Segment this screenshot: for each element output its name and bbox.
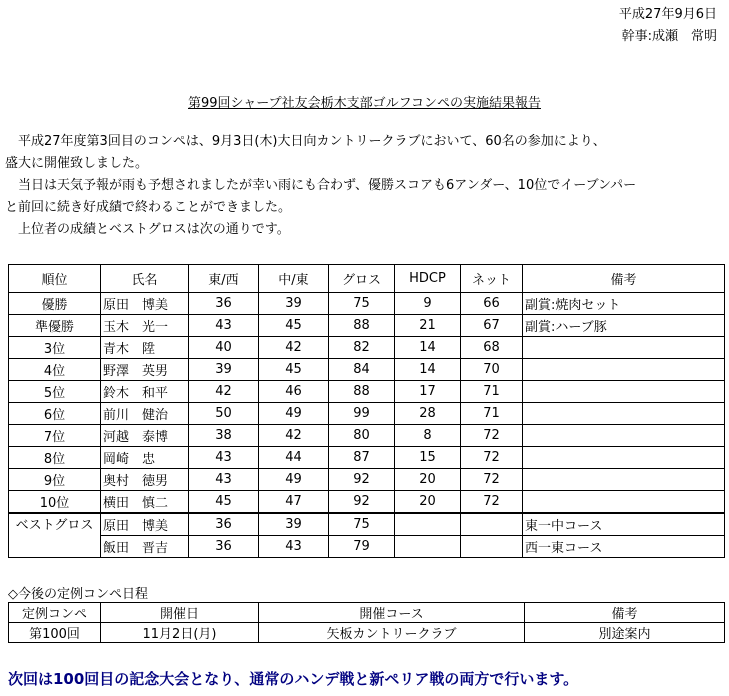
gross-cell: 79	[329, 536, 395, 558]
note-cell	[523, 403, 725, 425]
net-cell: 67	[461, 315, 523, 337]
name-cell: 原田 博美	[101, 293, 189, 315]
intro-line: 平成27年度第3回目のコンペは、9月3日(木)大日向カントリークラブにおいて、60名の参加により、	[5, 134, 606, 149]
table-row	[9, 403, 725, 425]
date-cell: 11月2日(月)	[101, 623, 259, 643]
out-cell: 36	[189, 293, 259, 315]
gross-cell: 82	[329, 337, 395, 359]
net-cell: 72	[461, 425, 523, 447]
net-cell: 68	[461, 337, 523, 359]
in-cell: 42	[259, 337, 329, 359]
best-gross-row	[9, 536, 725, 558]
in-cell: 45	[259, 315, 329, 337]
intro-text	[5, 131, 725, 241]
col-in: 中/東	[259, 265, 329, 293]
name-cell: 河越 泰博	[101, 425, 189, 447]
in-cell: 47	[259, 491, 329, 514]
rank-cell: 10位	[9, 491, 101, 514]
out-cell: 43	[189, 447, 259, 469]
out-cell: 38	[189, 425, 259, 447]
gross-cell: 88	[329, 315, 395, 337]
note-cell	[523, 359, 725, 381]
out-cell: 40	[189, 337, 259, 359]
note-cell: 東一中コース	[523, 513, 725, 536]
name-cell: 鈴木 和平	[101, 381, 189, 403]
out-cell: 39	[189, 359, 259, 381]
net-cell: 72	[461, 491, 523, 514]
in-cell: 49	[259, 469, 329, 491]
table-row	[9, 337, 725, 359]
note-cell: 西一東コース	[523, 536, 725, 558]
name-cell: 横田 慎二	[101, 491, 189, 514]
net-cell: 70	[461, 359, 523, 381]
note-cell	[523, 381, 725, 403]
rank-cell: 8位	[9, 447, 101, 469]
hdcp-cell: 28	[395, 403, 461, 425]
table-row	[9, 491, 725, 514]
next-event-notice: 次回は100回目の記念大会となり、通常のハンデ戦と新ペリア戦の両方で行います。	[8, 670, 579, 688]
out-cell: 50	[189, 403, 259, 425]
col-net: ネット	[461, 265, 523, 293]
table-row	[9, 359, 725, 381]
table-row	[9, 293, 725, 315]
best-gross-row	[9, 513, 725, 536]
rank-cell: 優勝	[9, 293, 101, 315]
col-course: 開催コース	[259, 603, 525, 623]
gross-cell: 75	[329, 293, 395, 315]
col-out: 東/西	[189, 265, 259, 293]
hdcp-cell	[395, 536, 461, 558]
note-cell	[523, 491, 725, 514]
note-cell	[523, 337, 725, 359]
name-cell: 岡崎 忠	[101, 447, 189, 469]
out-cell: 36	[189, 513, 259, 536]
intro-line: 盛大に開催致しました。	[5, 156, 149, 171]
hdcp-cell: 21	[395, 315, 461, 337]
col-note: 備考	[523, 265, 725, 293]
gross-cell: 92	[329, 491, 395, 514]
gross-cell: 75	[329, 513, 395, 536]
in-cell: 46	[259, 381, 329, 403]
in-cell: 39	[259, 293, 329, 315]
net-cell	[461, 536, 523, 558]
intro-line: 上位者の成績とベストグロスは次の通りです。	[5, 222, 290, 237]
intro-line: と前回に続き好成績で終わることができました。	[5, 200, 292, 215]
rank-cell: 4位	[9, 359, 101, 381]
hdcp-cell: 9	[395, 293, 461, 315]
in-cell: 44	[259, 447, 329, 469]
intro-line: 当日は天気予報が雨も予想されましたが幸い雨にも合わず、優勝スコアも6アンダー、10位でイーブンパー	[5, 178, 637, 193]
note-cell	[523, 447, 725, 469]
out-cell: 36	[189, 536, 259, 558]
rank-cell: 7位	[9, 425, 101, 447]
col-event: 定例コンペ	[9, 603, 101, 623]
course-cell: 矢板カントリークラブ	[259, 623, 525, 643]
out-cell: 42	[189, 381, 259, 403]
in-cell: 49	[259, 403, 329, 425]
table-row	[9, 381, 725, 403]
out-cell: 43	[189, 315, 259, 337]
report-date: 平成27年9月6日	[618, 7, 717, 22]
in-cell: 45	[259, 359, 329, 381]
rank-cell: 6位	[9, 403, 101, 425]
gross-cell: 80	[329, 425, 395, 447]
results-header-row	[9, 265, 725, 293]
hdcp-cell: 20	[395, 491, 461, 514]
net-cell: 71	[461, 403, 523, 425]
rank-cell: 3位	[9, 337, 101, 359]
note-cell: 副賞:焼肉セット	[523, 293, 725, 315]
results-table	[8, 264, 725, 558]
out-cell: 43	[189, 469, 259, 491]
col-rank: 順位	[9, 265, 101, 293]
remarks-cell: 別途案内	[525, 623, 725, 643]
table-row	[9, 425, 725, 447]
in-cell: 39	[259, 513, 329, 536]
hdcp-cell	[395, 513, 461, 536]
net-cell	[461, 513, 523, 536]
report-title: 第99回シャープ社友会栃木支部ゴルフコンペの実施結果報告	[188, 96, 541, 111]
schedule-heading: ◇今後の定例コンペ日程	[8, 587, 148, 602]
schedule-row	[9, 623, 725, 643]
net-cell: 72	[461, 469, 523, 491]
hdcp-cell: 17	[395, 381, 461, 403]
name-cell: 青木 陞	[101, 337, 189, 359]
net-cell: 71	[461, 381, 523, 403]
table-row	[9, 315, 725, 337]
col-date: 開催日	[101, 603, 259, 623]
table-row	[9, 469, 725, 491]
table-row	[9, 447, 725, 469]
gross-cell: 87	[329, 447, 395, 469]
col-remarks: 備考	[525, 603, 725, 623]
in-cell: 43	[259, 536, 329, 558]
col-name: 氏名	[101, 265, 189, 293]
hdcp-cell: 8	[395, 425, 461, 447]
name-cell: 飯田 晋吉	[101, 536, 189, 558]
note-cell	[523, 425, 725, 447]
in-cell: 42	[259, 425, 329, 447]
hdcp-cell: 15	[395, 447, 461, 469]
schedule-table	[8, 602, 725, 643]
gross-cell: 99	[329, 403, 395, 425]
note-cell: 副賞:ハーブ豚	[523, 315, 725, 337]
name-cell: 前川 健治	[101, 403, 189, 425]
rank-cell: 5位	[9, 381, 101, 403]
col-gross: グロス	[329, 265, 395, 293]
gross-cell: 92	[329, 469, 395, 491]
best-gross-label: ベストグロス	[9, 513, 101, 558]
name-cell: 玉木 光一	[101, 315, 189, 337]
hdcp-cell: 14	[395, 359, 461, 381]
hdcp-cell: 20	[395, 469, 461, 491]
rank-cell: 9位	[9, 469, 101, 491]
rank-cell: 準優勝	[9, 315, 101, 337]
out-cell: 45	[189, 491, 259, 514]
net-cell: 66	[461, 293, 523, 315]
name-cell: 野澤 英男	[101, 359, 189, 381]
name-cell: 原田 博美	[101, 513, 189, 536]
event-cell: 第100回	[9, 623, 101, 643]
organizer-name: 幹事:成瀬 常明	[621, 29, 717, 44]
hdcp-cell: 14	[395, 337, 461, 359]
gross-cell: 84	[329, 359, 395, 381]
schedule-header-row	[9, 603, 725, 623]
gross-cell: 88	[329, 381, 395, 403]
note-cell	[523, 469, 725, 491]
net-cell: 72	[461, 447, 523, 469]
col-hdcp: HDCP	[395, 265, 461, 293]
name-cell: 奥村 徳男	[101, 469, 189, 491]
